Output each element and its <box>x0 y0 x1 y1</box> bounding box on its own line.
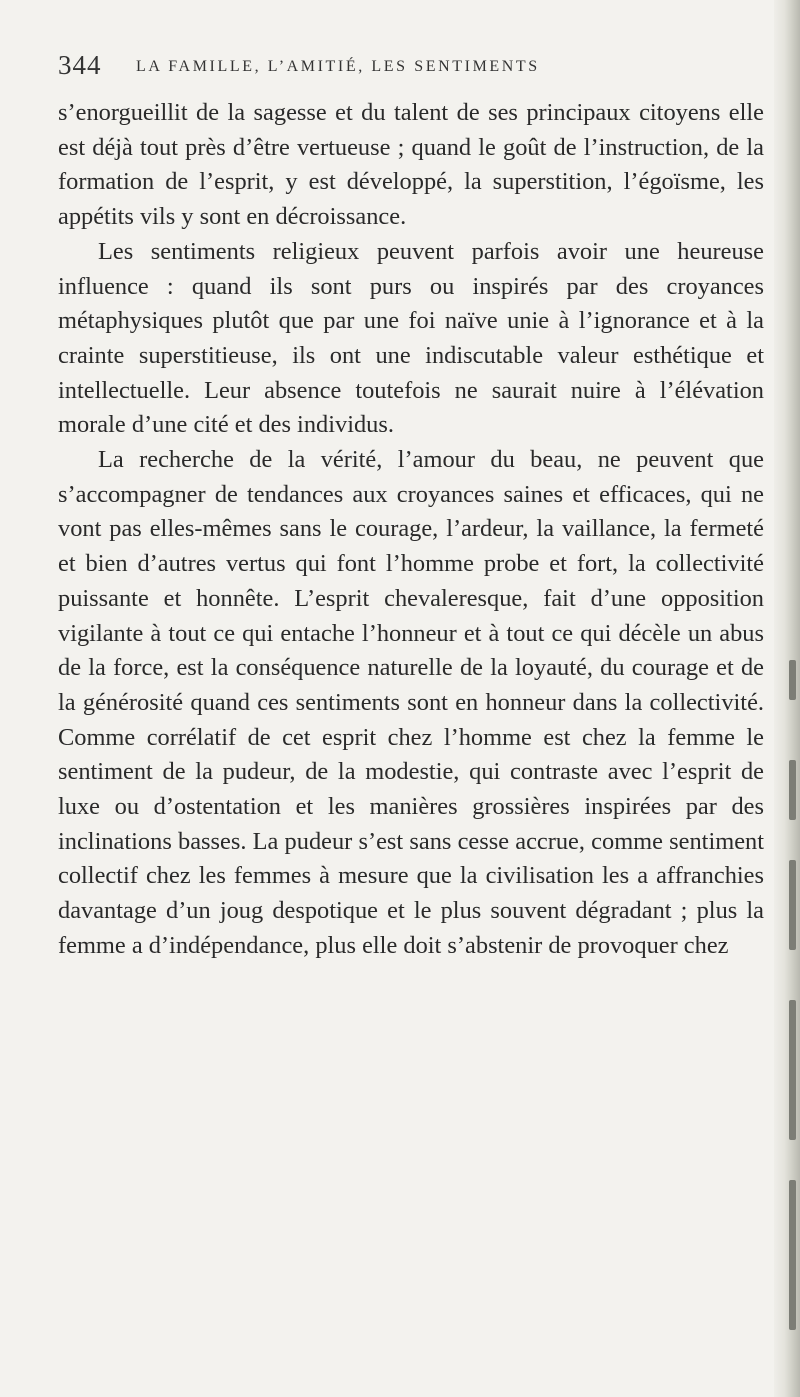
running-title: LA FAMILLE, L’AMITIÉ, LES SENTIMENTS <box>136 58 540 75</box>
page-header <box>58 50 758 86</box>
edge-mark <box>789 760 796 820</box>
paragraph-2: Les sentiments religieux peuvent parfois avoir une heureuse influence : quand ils sont purs ou inspirés par des croyances métaphysiques plutôt que par une foi naïve unie à l’ignorance et à la crainte superstitieuse, ils ont une indiscutable valeur esthétique et intellectuelle. Leur absence toutefois ne saurait nuire à l’élévation morale d’une cité et des individus. <box>58 237 764 439</box>
edge-mark <box>789 1000 796 1140</box>
body-text <box>58 96 764 964</box>
page-edge-shadow <box>774 0 800 1397</box>
edge-mark <box>789 860 796 950</box>
paragraph-3: La recherche de la vérité, l’amour du beau, ne peuvent que s’accompagner de tendances aux croyances saines et efficaces, qui ne vont pas elles-mêmes sans le courage, l’ardeur, la vaillance, la fermeté et bien d’autres vertus qui font l’homme probe et fort, la collectivité puissante et honnête. L’esprit chevaleresque, fait d’une opposition vigilante à tout ce qui entache l’honneur et à tout ce qui décèle un abus de la force, est la conséquence naturelle de la loyauté, du courage et de la générosité quand ces sentiments sont en honneur dans la collectivité. Comme corrélatif de cet esprit chez l’homme est chez la femme le sentiment de la pudeur, de la modestie, qui contraste avec l’esprit de luxe ou d’ostentation et les manières grossières inspirées par des inclinations basses. La pudeur s’est sans cesse accrue, comme sentiment collectif chez les femmes à mesure que la civilisation les a affranchies davantage d’un joug despotique et le plus souvent dégradant ; plus la femme a d’indépendance, plus elle doit s’abstenir de provoquer chez <box>58 446 764 959</box>
page-number: 344 <box>58 50 102 80</box>
edge-mark <box>789 660 796 700</box>
paragraph-1: s’enorgueillit de la sagesse et du talent de ses principaux citoyens elle est déjà tout près d’être vertueuse ; quand le goût de l’instruction, de la formation de l’esprit, y est développé, la superstition, l’égoïsme, les appétits vils y sont en décroissance. <box>58 99 764 231</box>
edge-mark <box>789 1180 796 1330</box>
